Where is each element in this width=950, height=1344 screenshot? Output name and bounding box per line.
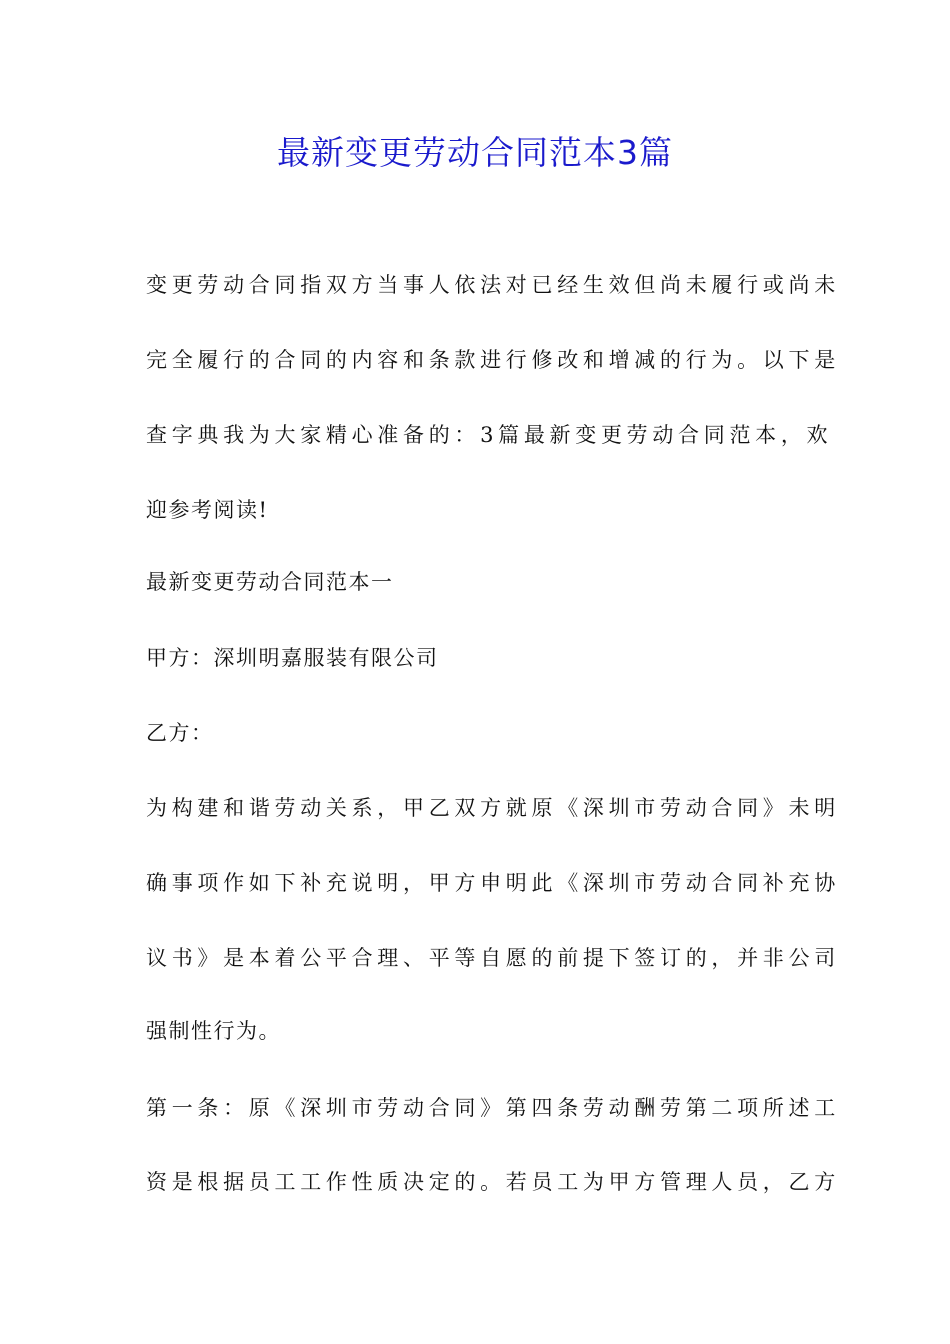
paragraph-line: 议书》是本着公平合理、平等自愿的前提下签订的，并非公司: [146, 946, 840, 970]
paragraph-line: 确事项作如下补充说明，甲方申明此《深圳市劳动合同补充协: [146, 871, 840, 895]
paragraph-line: 查字典我为大家精心准备的：3篇最新变更劳动合同范本，欢: [146, 423, 833, 447]
section-heading: 最新变更劳动合同范本一: [146, 570, 394, 594]
paragraph-line: 强制性行为。: [146, 1019, 281, 1043]
party-b-line: 乙方：: [146, 721, 214, 745]
paragraph-line: 第一条：原《深圳市劳动合同》第四条劳动酬劳第二项所述工: [146, 1096, 840, 1120]
paragraph-line: 完全履行的合同的内容和条款进行修改和增减的行为。以下是: [146, 348, 840, 372]
paragraph-line: 变更劳动合同指双方当事人依法对已经生效但尚未履行或尚未: [146, 273, 840, 297]
paragraph-line: 为构建和谐劳动关系，甲乙双方就原《深圳市劳动合同》未明: [146, 796, 840, 820]
paragraph-line: 资是根据员工工作性质决定的。若员工为甲方管理人员，乙方: [146, 1170, 840, 1194]
paragraph-line: 迎参考阅读!: [146, 498, 269, 522]
document-title: 最新变更劳动合同范本3篇: [277, 133, 673, 172]
party-a-line: 甲方：深圳明嘉服装有限公司: [146, 646, 439, 670]
